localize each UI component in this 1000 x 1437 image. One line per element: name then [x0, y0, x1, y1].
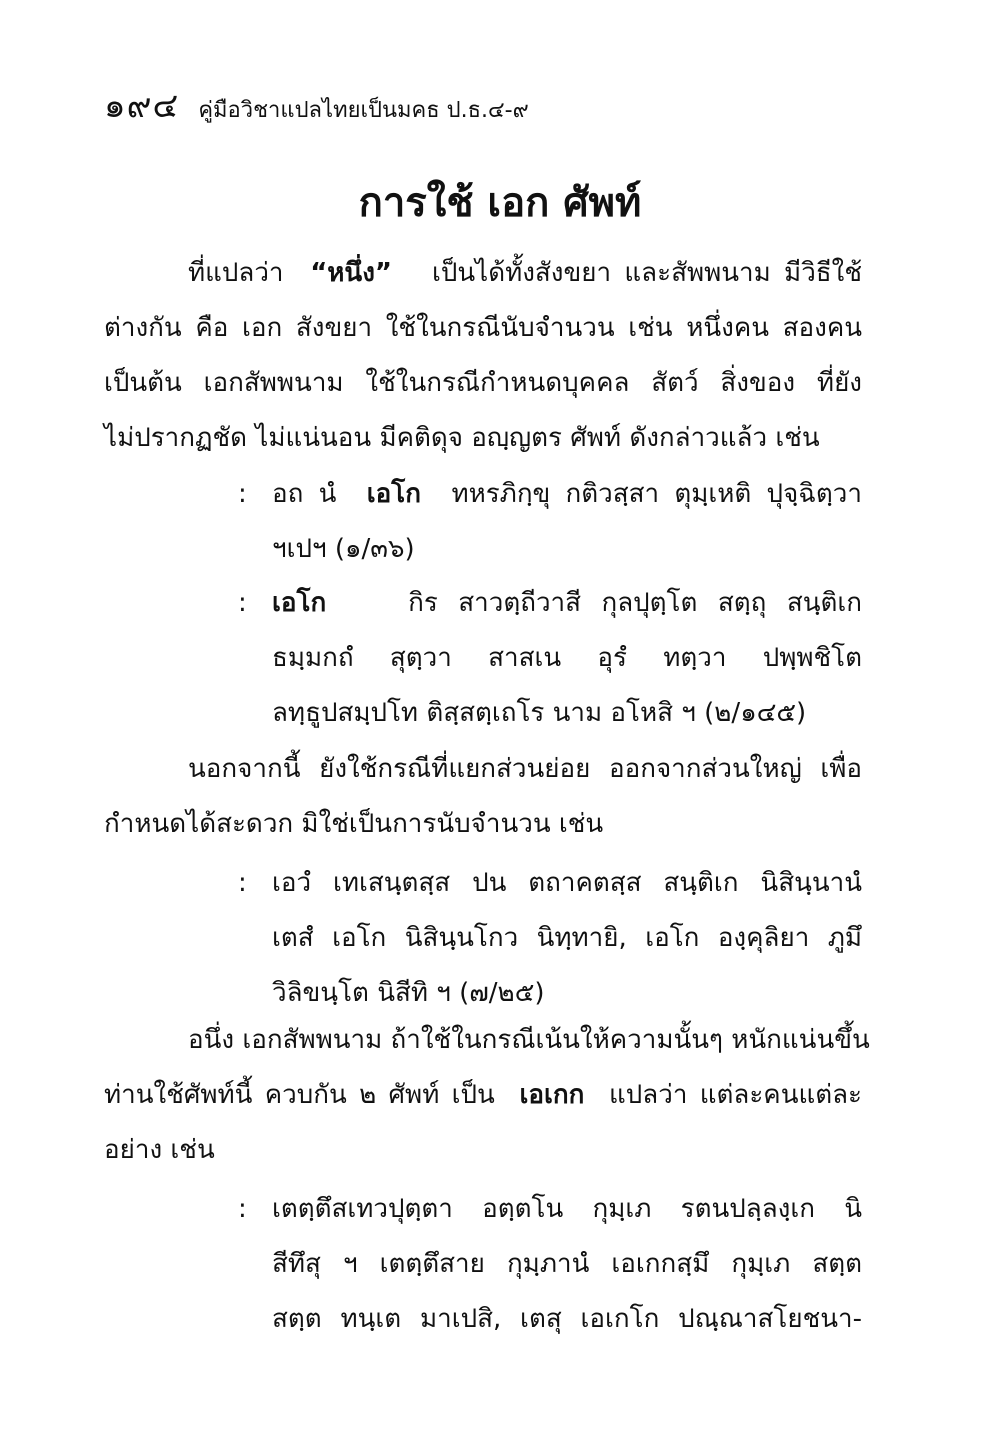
pali-quote-3	[238, 856, 862, 1021]
paragraph-line	[104, 1068, 862, 1123]
paragraph-line: อนึ่ง เอกสัพพนาม ถ้าใช้ในกรณีเน้นให้ความนั้นๆ หนักแน่นขึ้น	[188, 1025, 870, 1055]
paragraph-line	[104, 246, 862, 301]
text-span: ท่านใช้ศัพท์นี้ ควบกัน ๒ ศัพท์ เป็น	[104, 1080, 495, 1110]
page-number: ๑๙๔	[104, 86, 180, 126]
bold-term: เอโก	[272, 588, 327, 618]
quote-line	[272, 576, 862, 631]
pali-quote-4	[238, 1182, 862, 1347]
quote-line: สตฺต ทนฺเต มาเปสิ, เตสุ เอเกโก ปณฺณาสโยชนา-	[272, 1304, 862, 1334]
text-span: แปลว่า แต่ละคนแต่ละ	[609, 1080, 863, 1110]
text-span: ที่แปลว่า	[188, 258, 284, 288]
paragraph-line: อย่าง เช่น	[104, 1135, 215, 1165]
quote-line: ลทฺธูปสมฺปโท ติสฺสตฺเถโร นาม อโหสิ ฯ (๒/๑๔๕)	[272, 698, 807, 728]
quote-line: สีทึสุ ฯ เตตฺตึสาย กุมฺภานํ เอเกกสฺมึ กุมฺเภ สตฺต	[272, 1249, 862, 1279]
quote-colon: :	[238, 479, 247, 509]
quote-line: เตตฺตึสเทวปุตฺตา อตฺตโน กุมฺเภ รตนปลฺลงฺเก นิ	[272, 1194, 862, 1224]
bold-term: เอเกก	[519, 1080, 585, 1110]
page-header	[104, 78, 529, 132]
quote-colon: :	[238, 1194, 247, 1224]
paragraph-line: ไม่ปรากฏชัด ไม่แน่นอน มีคติดุจ อญฺญตร ศัพท์ ดังกล่าวแล้ว เช่น	[104, 423, 820, 453]
quote-line: เอวํ เทเสนฺตสฺส ปน ตถาคตสฺส สนฺติเก นิสินฺนานํ	[272, 868, 862, 898]
bold-term: เอโก	[366, 479, 421, 509]
quote-line	[272, 467, 862, 522]
text-span: เป็นได้ทั้งสังขยา และสัพพนาม มีวิธีใช้	[431, 258, 863, 288]
paragraph-line: กำหนดได้สะดวก มิใช่เป็นการนับจำนวน เช่น	[104, 809, 604, 839]
running-title: คู่มือวิชาแปลไทยเป็นมคธ ป.ธ.๔-๙	[198, 98, 529, 123]
quote-line: เตสํ เอโก นิสินฺนโกว นิทฺทายิ, เอโก องฺคุลิยา ภูมึ	[272, 923, 862, 953]
section-title: การใช้ เอก ศัพท์	[358, 180, 642, 226]
text-span: กิร สาวตฺถีวาสี กุลปุตฺโต สตฺถุ สนฺติเก	[408, 588, 862, 618]
pali-quote-1	[238, 467, 862, 577]
text-span: อถ นํ	[272, 479, 337, 509]
quote-line: วิลิขนฺโต นิสีทิ ฯ (๗/๒๕)	[272, 978, 545, 1008]
quote-line: ฯเปฯ (๑/๓๖)	[272, 534, 415, 564]
quote-colon: :	[238, 588, 247, 618]
paragraph-line: เป็นต้น เอกสัพพนาม ใช้ในกรณีกำหนดบุคคล สัตว์ สิ่งของ ที่ยัง	[104, 368, 862, 398]
quote-line: ธมฺมกถํ สุตฺวา สาสเน อุรํ ทตฺวา ปพฺพชิโต	[272, 643, 862, 673]
quote-colon: :	[238, 868, 247, 898]
pali-quote-2	[238, 576, 862, 741]
bold-term: “หนึ่ง”	[310, 258, 392, 288]
paragraph-line: นอกจากนี้ ยังใช้กรณีที่แยกส่วนย่อย ออกจากส่วนใหญ่ เพื่อ	[188, 754, 862, 784]
paragraph-line: ต่างกัน คือ เอก สังขยา ใช้ในกรณีนับจำนวน เช่น หนึ่งคน สองคน	[104, 313, 862, 343]
text-span: ทหรภิกฺขุ กติวสฺสา ตุมฺเหติ ปุจฺฉิตฺวา	[451, 479, 862, 509]
paragraph-1	[104, 246, 862, 466]
paragraph-3	[104, 1013, 870, 1178]
paragraph-2	[104, 742, 862, 852]
